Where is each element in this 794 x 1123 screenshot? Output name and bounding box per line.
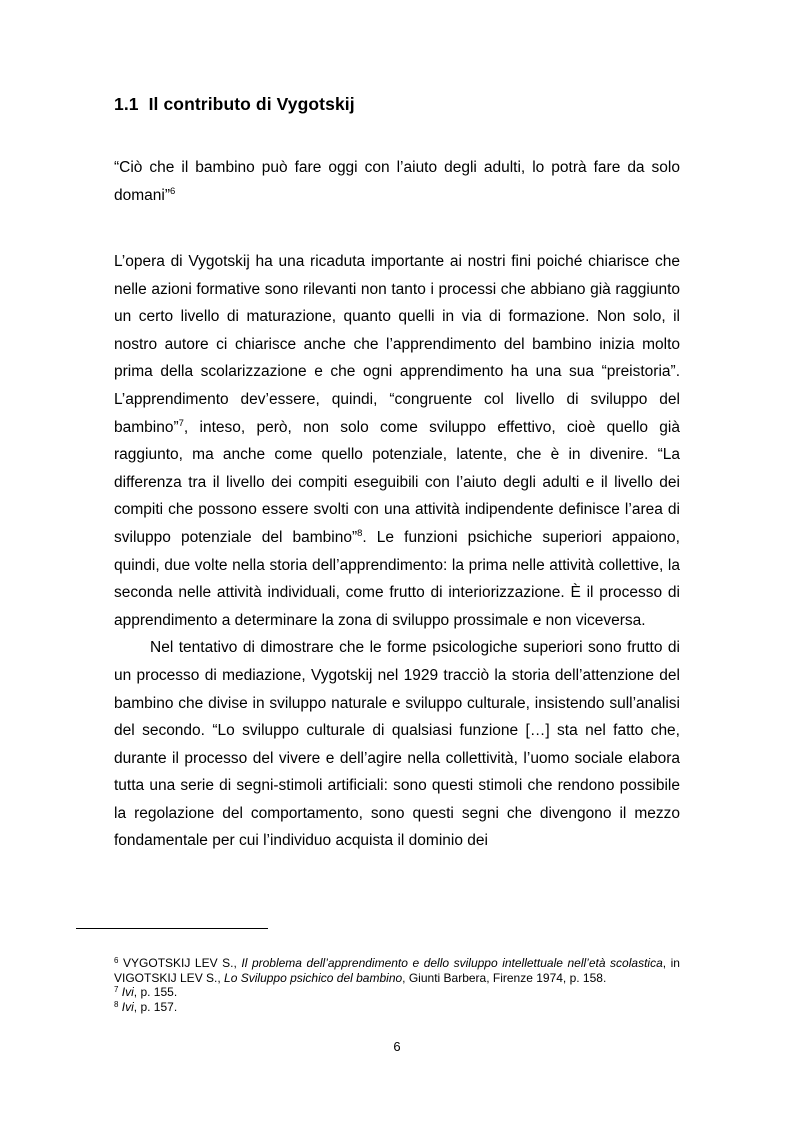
paragraph-2-text: Nel tentativo di dimostrare che le forme psicologiche superiori sono frutto di un processo di mediazione, Vygotskij nel 1929 tracciò la storia dell’attenzione del bambino che divise in sviluppo naturale e sviluppo culturale, insistendo sull’analisi del secondo. “Lo sviluppo culturale di qualsiasi funzione […] sta nel fatto che, durante il processo del vivere e dell’agire nella collettività, l’uomo sociale elabora tutta una serie di segni-stimoli artificiali: sono questi stimoli che rendono possibile la regolazione del comportamento, sono questi segni che divengono il mezzo fondamentale per cui l’individuo acquista il dominio dei	[114, 639, 680, 850]
section-number: 1.1	[114, 94, 139, 114]
footnote-ivi: Ivi	[121, 985, 134, 999]
section-heading	[114, 94, 355, 115]
paragraph-1-segment-2: , inteso, però, non solo come sviluppo effettivo, cioè quello già raggiunto, ma anche come quello potenziale, latente, che è in divenire. “La differenza tra il livello dei compiti eseguibili con l’aiuto degli adulti e il livello dei compiti che possono essere svolti con una attività indipendente definisce l’area di sviluppo potenziale del bambino”	[114, 418, 680, 546]
body-text	[114, 248, 680, 855]
footnote-ivi: Ivi	[121, 999, 134, 1014]
paragraph-2	[114, 634, 680, 855]
footnote-number: 7	[114, 985, 119, 994]
footnote-text: , Giunti Barbera, Firenze 1974, p. 158.	[402, 970, 607, 985]
paragraph-1-segment-1: L’opera di Vygotskij ha una ricaduta importante ai nostri fini poiché chiarisce che nelle azioni formative sono rilevanti non tanto i processi che abbiano già raggiunto un certo livello di maturazione, quanto quelli in via di formazione. Non solo, il nostro autore ci chiarisce anche che l’apprendimento del bambino inizia molto prima della scolarizzazione e che ogni apprendimento ha una sua “preistoria”. L’apprendimento dev’essere, quindi, “congruente col livello di sviluppo del bambino”	[114, 253, 680, 436]
footnote-text: , in VIGOTSKIJ LEV S.,	[114, 956, 680, 985]
footnote-ref-8[interactable]: 8	[357, 527, 363, 539]
footnote-ref-6[interactable]: 6	[170, 185, 176, 197]
paragraph-1-segment-3: . Le funzioni psichiche superiori appaiono, quindi, due volte nella storia dell’apprendimento: la prima nelle attività collettive, la seconda nelle attività individuali, come frutto di interiorizzazione. È il processo di apprendimento a determinare la zona di sviluppo prossimale e non viceversa.	[114, 528, 680, 629]
epigraph-quote	[114, 154, 680, 209]
footnote-work-title: Il problema dell’apprendimento e dello sviluppo intellettuale nell’età scolastica	[241, 956, 663, 970]
epigraph-text: “Ciò che il bambino può fare oggi con l’aiuto degli adulti, lo potrà fare da solo domani”	[114, 159, 680, 204]
footnotes	[114, 956, 680, 1014]
footnote-text: , p. 155.	[133, 985, 178, 999]
footnote-ref-7[interactable]: 7	[178, 417, 184, 429]
footnote-author: VYGOTSKIJ LEV S.,	[123, 956, 237, 970]
footnote-7	[114, 985, 680, 1000]
footnote-text: , p. 157.	[133, 999, 178, 1014]
footnote-8	[114, 1000, 680, 1015]
paragraph-1	[114, 248, 680, 634]
footnote-6	[114, 956, 680, 985]
footnote-work-title: Lo Sviluppo psichico del bambino	[224, 970, 403, 985]
page-number: 6	[393, 1039, 401, 1054]
footnote-number: 6	[114, 956, 119, 965]
footnote-number: 8	[114, 999, 119, 1009]
footnote-separator	[76, 928, 268, 929]
section-title-text: Il contributo di Vygotskij	[148, 94, 355, 114]
